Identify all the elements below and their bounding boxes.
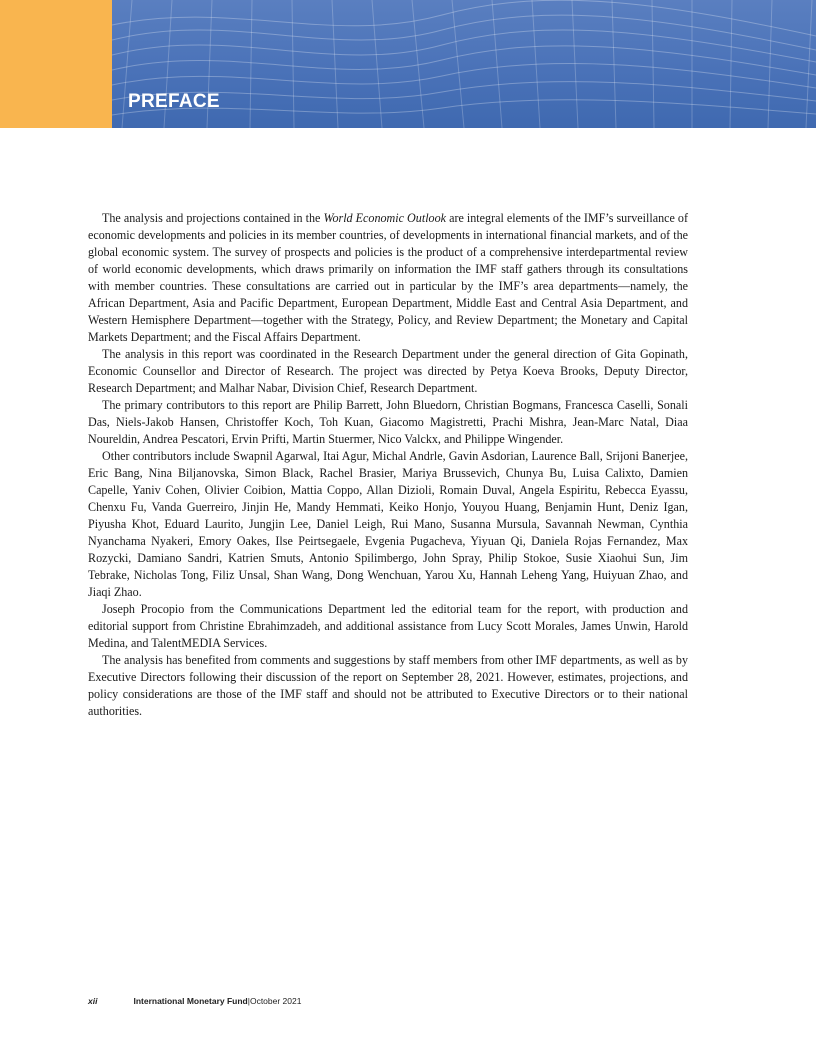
paragraph: Joseph Procopio from the Communications Department led the editorial team for the report, with production and editorial support from Christine Ebrahimzadeh, and additional assistance from Lucy Scott Morales, James Unwin, Harold Medina, and TalentMEDIA Services. (88, 602, 688, 650)
page-number: xii (88, 996, 98, 1006)
preface-body (88, 210, 688, 720)
publication-title: World Economic Outlook (323, 211, 447, 225)
header-banner (0, 0, 816, 128)
footer-separator: | (247, 996, 250, 1006)
paragraph: The analysis has benefited from comments and suggestions by staff members from other IMF departments, as well as by Executive Directors following their discussion of the report on September 28, 2021. However, estimates, projections, and policy considerations are those of the IMF staff and should not be attributed to Executive Directors or to their national authorities. (88, 653, 688, 718)
paragraph: The analysis in this report was coordinated in the Research Department under the general direction of Gita Gopinath, Economic Counsellor and Director of Research. The project was directed by Petya Koeva Brooks, Deputy Director, Research Department; and Malhar Nabar, Division Chief, Research Department. (88, 347, 688, 395)
page-footer (88, 996, 301, 1006)
publication-date: October 2021 (249, 996, 302, 1006)
paragraph: The primary contributors to this report are Philip Barrett, John Bluedorn, Christian Bogmans, Francesca Caselli, Sonali Das, Niels-Jakob Hansen, Christoffer Koch, Toh Kuan, Giacomo Magistretti, Prachi Mishra, Jean-Marc Natal, Diaa Noureldin, Andrea Pescatori, Ervin Prifti, Martin Stuermer, Nico Valckx, and Philippe Wingender. (88, 398, 688, 446)
paragraph: Other contributors include Swapnil Agarwal, Itai Agur, Michal Andrle, Gavin Asdorian, Laurence Ball, Srijoni Banerjee, Eric Bang, Nina Biljanovska, Simon Black, Rachel Brasier, Mariya Brussevich, Chunya Bu, Luisa Calixto, Damien Capelle, Yaniv Cohen, Olivier Coibion, Mattia Coppo, Allan Dizioli, Romain Duval, Angela Espiritu, Rebecca Eyassu, Chenxu Fu, Vanda Guerreiro, Jinjin He, Mandy Hemmati, Keiko Honjo, Youyou Huang, Benjamin Hunt, Deniz Igan, Piyusha Khot, Eduard Laurito, Jungjin Lee, Daniel Leigh, Rui Mano, Susanna Mursula, Savannah Newman, Cynthia Nyanchama Nyakeri, Emory Oakes, Ilse Peirtsegaele, Evgenia Pugacheva, Yiyuan Qi, Daniela Rojas Fernandez, Max Rozycki, Damiano Sandri, Katrien Smuts, Antonio Spilimbergo, John Spray, Philip Stokoe, Susie Xiaohui Sun, Jim Tebrake, Nicholas Tong, Filiz Unsal, Shan Wang, Dong Wenchuan, Yarou Xu, Hannah Leheng Yang, Huiyuan Zhao, and Jiaqi Zhao. (88, 449, 688, 599)
paragraph: The analysis and projections contained in the World Economic Outlook are integral elements of the IMF’s surveillance of economic developments and policies in its member countries, of developments in international financial markets, and of the global economic system. The survey of prospects and policies is the product of a comprehensive interdepartmental review of world economic developments, which draws primarily on information the IMF staff gathers through its consultations with member countries. These consultations are carried out in particular by the IMF’s area departments—namely, the African Department, Asia and Pacific Department, European Department, Middle East and Central Asia Department, and Western Hemisphere Department—together with the Strategy, Policy, and Review Department; the Monetary and Capital Markets Department; and the Fiscal Affairs Department. (88, 211, 688, 344)
orange-block (0, 0, 112, 128)
publication-name: International Monetary Fund (133, 996, 248, 1006)
page-title: PREFACE (128, 91, 220, 112)
